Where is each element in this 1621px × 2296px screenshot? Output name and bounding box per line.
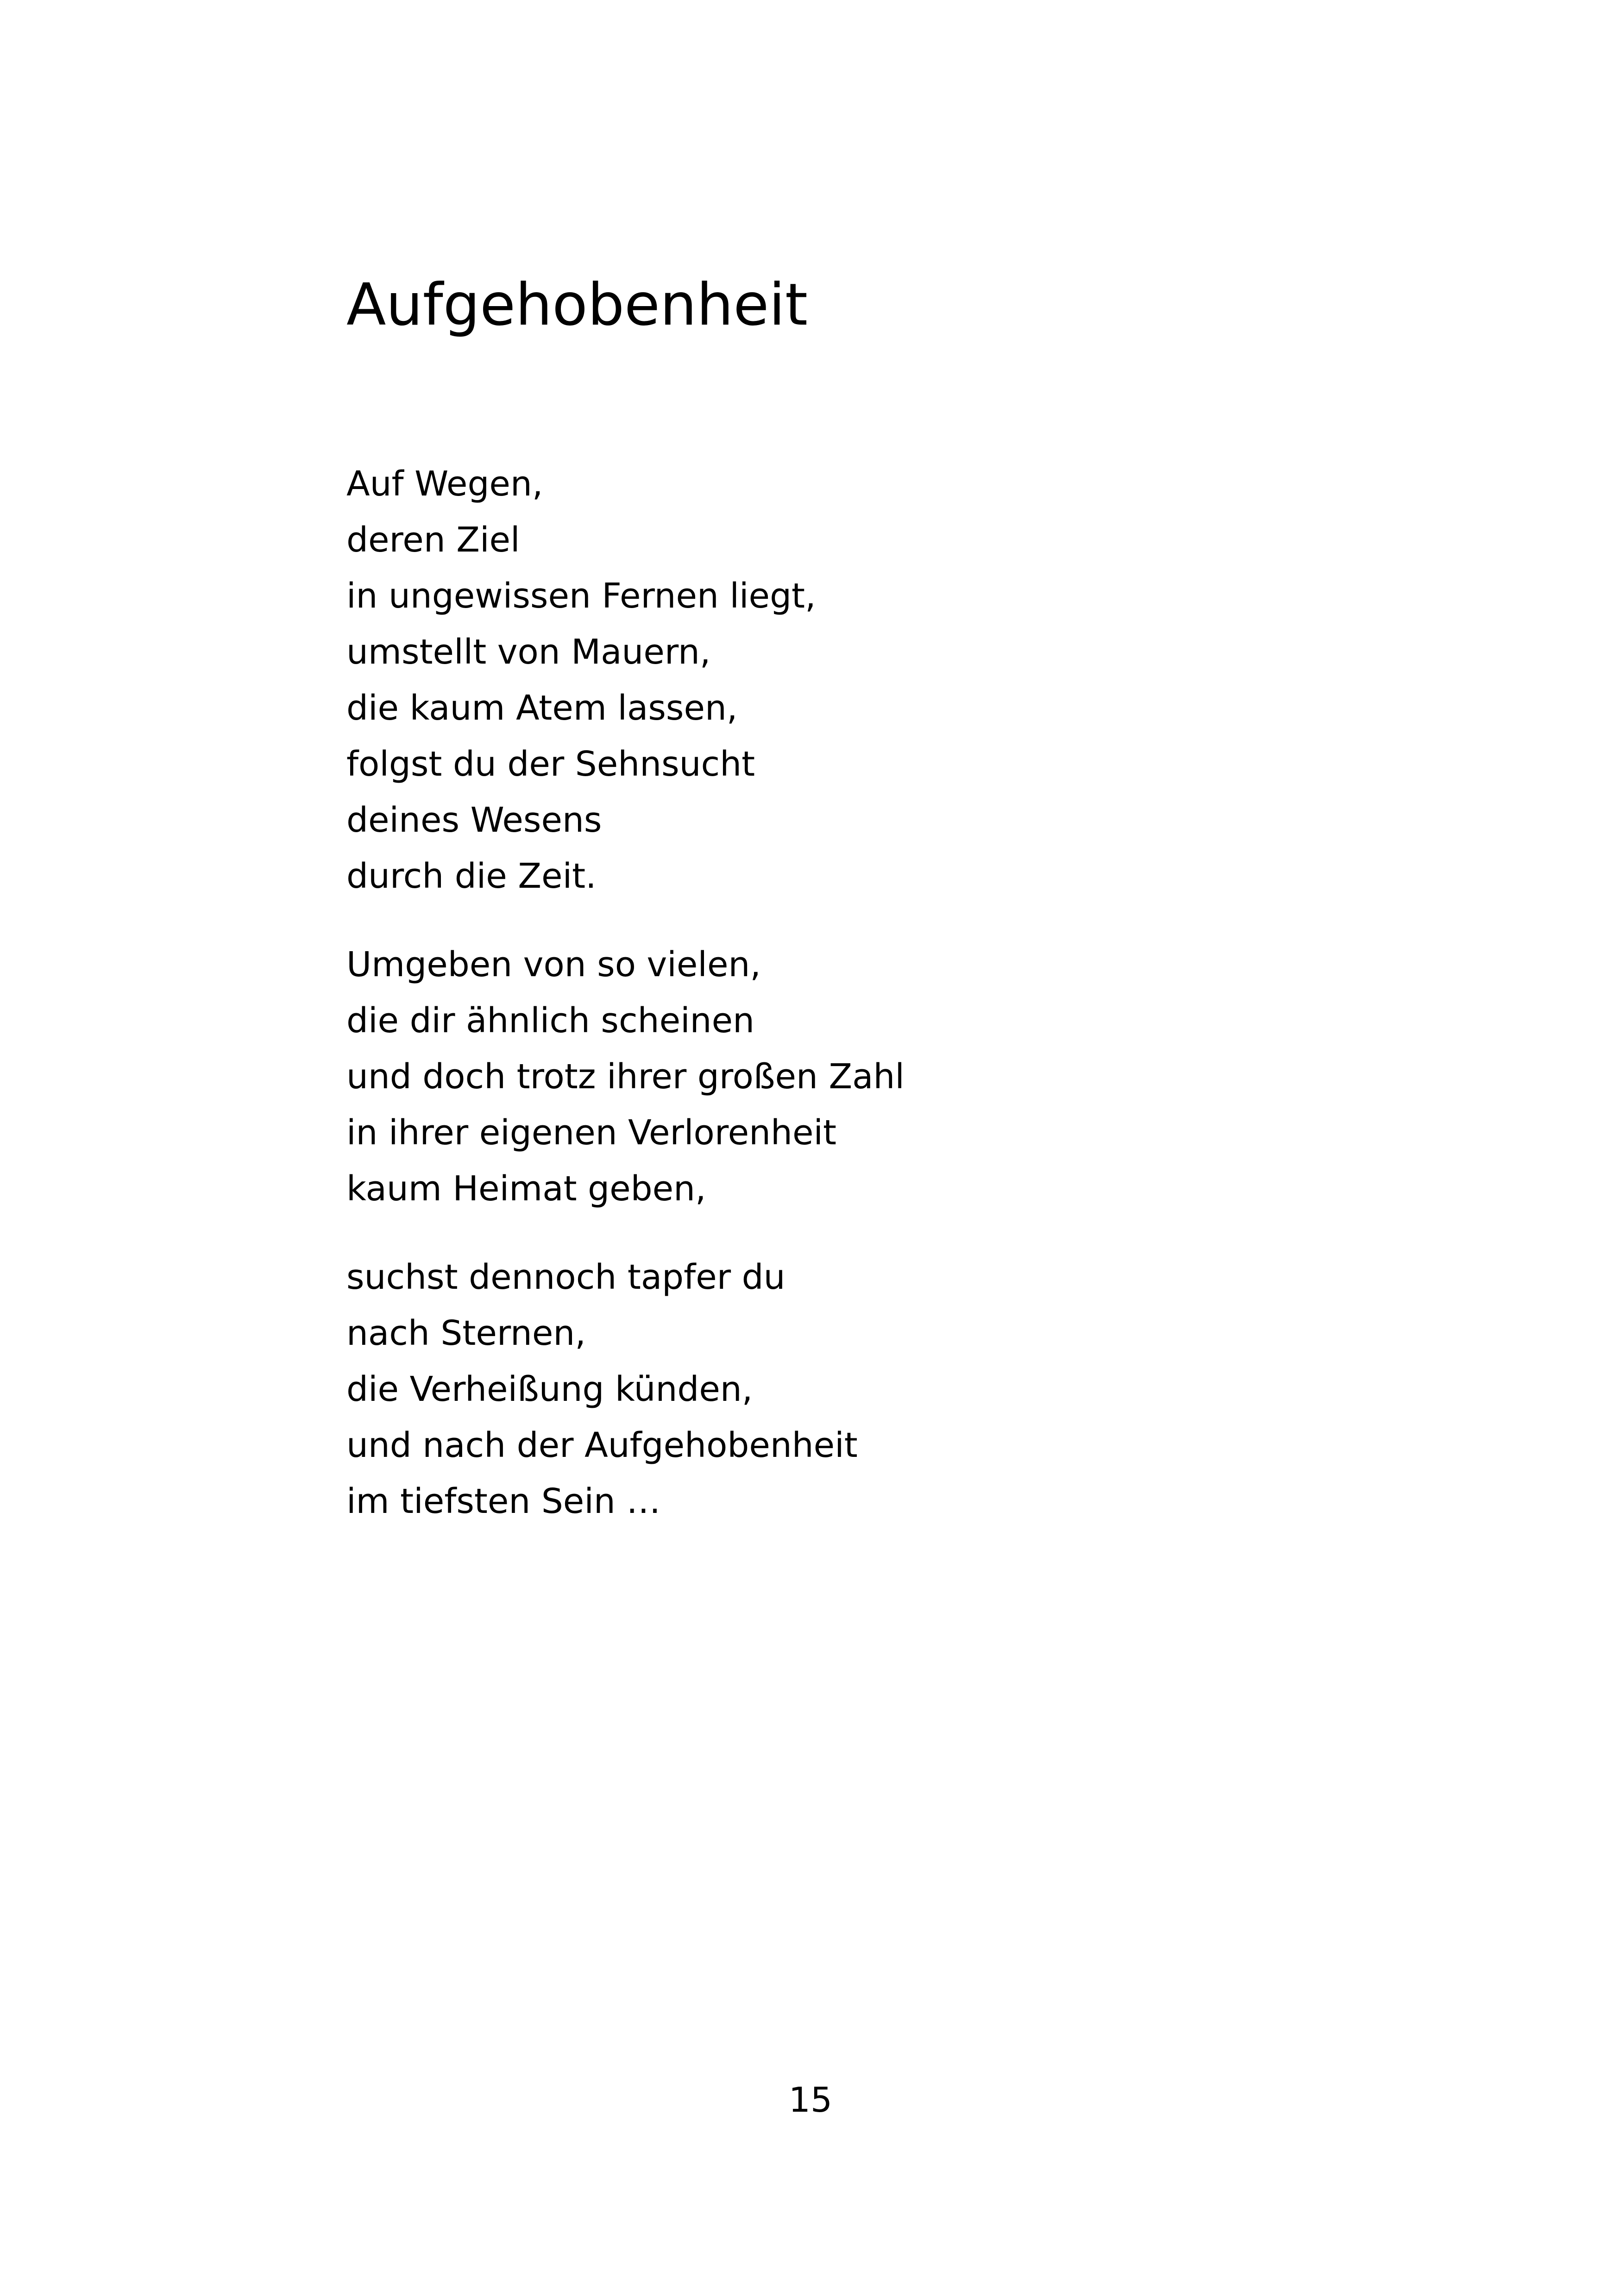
poem-line: die dir ähnlich scheinen	[346, 1001, 754, 1041]
poem-line: und nach der Aufgehobenheit	[346, 1425, 858, 1465]
poem-line: folgst du der Sehnsucht	[346, 744, 755, 784]
poem-line: deren Ziel	[346, 520, 520, 560]
page-number: 15	[788, 2080, 833, 2120]
stanza-3	[346, 1249, 1365, 1530]
poem-title: Aufgehobenheit	[346, 271, 808, 339]
poem-line: Umgeben von so vielen,	[346, 945, 761, 985]
stanza-2	[346, 937, 1365, 1217]
poem-line: kaum Heimat geben,	[346, 1169, 706, 1209]
poem-line: suchst dennoch tapfer du	[346, 1257, 785, 1297]
poem-body	[346, 456, 1365, 1562]
poem-line: die Verheißung künden,	[346, 1369, 753, 1409]
poem-line: deines Wesens	[346, 800, 602, 840]
poem-line: nach Sternen,	[346, 1313, 586, 1353]
poem-line: Auf Wegen,	[346, 464, 543, 504]
poem-line: und doch trotz ihrer großen Zahl	[346, 1057, 905, 1097]
stanza-1	[346, 456, 1365, 904]
poem-line: in ihrer eigenen Verlorenheit	[346, 1113, 837, 1153]
poem-line: in ungewissen Fernen liegt,	[346, 576, 816, 616]
poem-line: im tiefsten Sein …	[346, 1481, 661, 1521]
poem-line: umstellt von Mauern,	[346, 632, 711, 672]
poem-line: die kaum Atem lassen,	[346, 688, 738, 728]
poem-line: durch die Zeit.	[346, 856, 597, 896]
